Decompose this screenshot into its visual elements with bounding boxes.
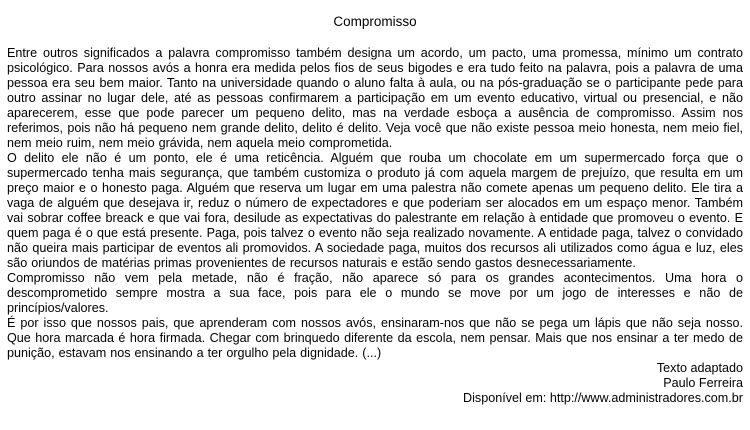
paragraph-4: É por isso que nossos pais, que aprenderam com nossos avós, ensinaram-nos que não se pega um lápis que não seja nosso. Que hora marcada é hora firmada. Chegar com brinquedo diferente da escola, nem pensar. Mais que nos ensinar a ter medo de punição, estavam nos ensinando a ter orgulho pela dignidade. (...) bbox=[7, 316, 743, 360]
attribution-url: Disponível em: http://www.administradores.com.br bbox=[463, 391, 743, 405]
document-body bbox=[7, 46, 743, 361]
attribution-block bbox=[7, 361, 743, 406]
attribution-author: Paulo Ferreira bbox=[663, 376, 743, 390]
attribution-source-type: Texto adaptado bbox=[656, 361, 743, 375]
paragraph-1: Entre outros significados a palavra compromisso também designa um acordo, um pacto, uma promessa, mínimo um contrato psicológico. Para nossos avós a honra era medida pelos fios de seus bigodes e era tudo feito na palavra, pois a palavra de uma pessoa era seu bem maior. Tanto na universidade quando o aluno falta à aula, ou na pós-graduação se o participante pede para outro assinar no lugar dele, até as pessoas confirmarem a participação em um evento educativo, virtual ou presencial, e não aparecerem, esse que pode parecer um pequeno delito, mas na verdade esboça a ausência de compromisso. Assim nos referimos, pois não há pequeno nem grande delito, delito é delito. Veja você que não existe pessoa meio honesta, nem meio fiel, nem meio ruim, nem meio grávida, nem aquela meio comprometida. bbox=[7, 46, 743, 150]
page-title: Compromisso bbox=[333, 14, 417, 29]
paragraph-2: O delito ele não é um ponto, ele é uma reticência. Alguém que rouba um chocolate em um supermercado força que o supermercado tenha mais segurança, que também customiza o produto já com aquela margem de prejuízo, que resulta em um preço maior e o honesto paga. Alguém que reserva um lugar em uma palestra não comete apenas um pequeno delito. Ele tira a vaga de alguém que desejava ir, reduz o número de expectadores e que poderiam ser alocados em um espaço menor. Também vai sobrar coffee breack e que vai fora, desilude as expectativas do palestrante em relação à entidade que promoveu o evento. E quem paga é o que está presente. Paga, pois talvez o evento não seja realizado novamente. A entidade paga, talvez o convidado não queira mais participar de eventos ali promovidos. A sociedade paga, muitos dos recursos ali utilizados como água e luz, eles são oriundos de matérias primas provenientes de recursos naturais e estão sendo gastos desnecessariamente. bbox=[7, 151, 743, 270]
paragraph-3: Compromisso não vem pela metade, não é fração, não aparece só para os grandes acontecimentos. Uma hora o descomprometido sempre mostra a sua face, pois para ele o mundo se move por um jogo de interesses e não de princípios/valores. bbox=[7, 271, 743, 315]
